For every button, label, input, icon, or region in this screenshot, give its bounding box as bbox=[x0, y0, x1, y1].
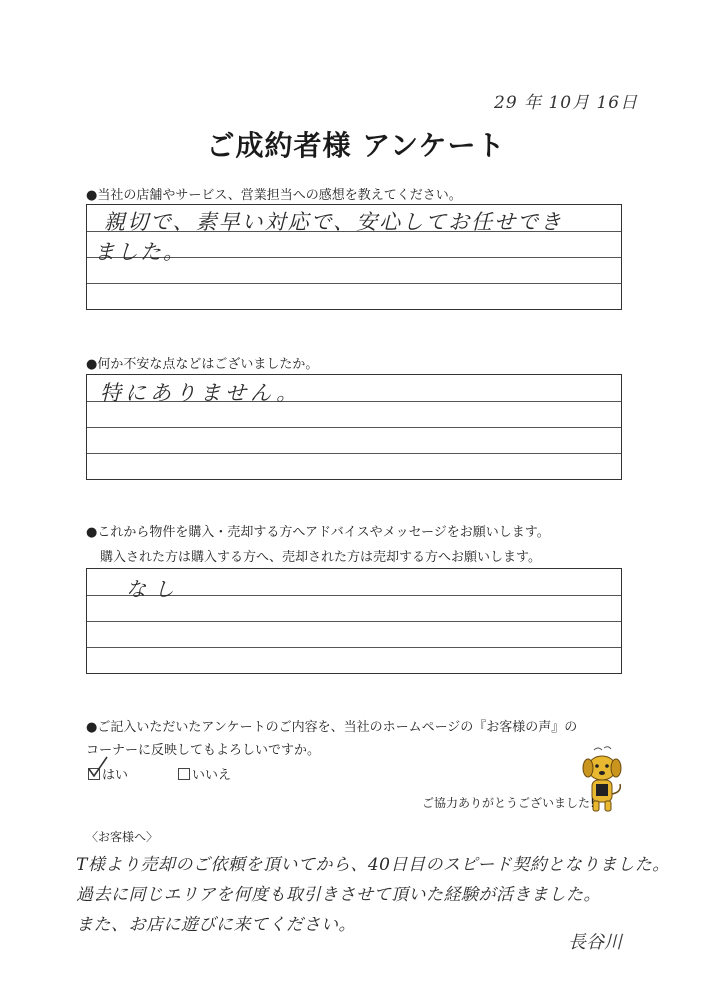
customer-message-line-3: また、お店に遊びに来てください。 bbox=[76, 915, 356, 935]
consent-no-label: いいえ bbox=[192, 768, 232, 783]
signature: 長谷川 bbox=[568, 932, 622, 953]
publish-question-line-1: ●ご記入いただいたアンケートのご内容を、当社のホームページの『お客様の声』の bbox=[86, 720, 578, 735]
question-2-text: ●何か不安な点などはございましたか。 bbox=[86, 357, 319, 372]
question-3-text: ●これから物件を購入・売却する方へアドバイスやメッセージをお願いします。 bbox=[86, 525, 550, 540]
answer-2-line-1: 特にありません。 bbox=[100, 381, 302, 405]
checkbox-icon[interactable] bbox=[178, 768, 190, 780]
answer-1-line-2: ました。 bbox=[94, 240, 186, 264]
survey-date: 29 年 10月 16日 bbox=[494, 93, 639, 113]
consent-no-option[interactable] bbox=[178, 764, 231, 783]
answer-1-line-1: 親切で、素早い対応で、安心してお任せでき bbox=[104, 210, 564, 234]
answer-rule bbox=[87, 621, 621, 622]
answer-rule bbox=[87, 427, 621, 428]
question-3-subtext: 購入された方は購入する方へ、売却された方は売却する方へお願いします。 bbox=[100, 550, 541, 565]
thanks-message: ご協力ありがとうございました! bbox=[422, 796, 595, 810]
answer-rule bbox=[87, 453, 621, 454]
consent-yes-label: はい bbox=[102, 768, 129, 783]
checkbox-checked-icon[interactable] bbox=[88, 768, 100, 780]
publish-question-line-2: コーナーに反映してもよろしいですか。 bbox=[86, 743, 321, 758]
question-1-text: ●当社の店舗やサービス、営業担当への感想を教えてください。 bbox=[86, 188, 462, 203]
consent-yes-option[interactable] bbox=[88, 764, 128, 783]
customer-message-line-1: T様より売却のご依頼を頂いてから、40日目のスピード契約となりました。 bbox=[76, 855, 670, 875]
answer-3-line-1: なし bbox=[126, 577, 182, 601]
customer-section-label: 〈お客様へ〉 bbox=[86, 830, 159, 844]
customer-message-line-2: 過去に同じエリアを何度も取引きさせて頂いた経験が活きました。 bbox=[76, 885, 601, 905]
answer-rule bbox=[87, 647, 621, 648]
answer-rule bbox=[87, 283, 621, 284]
page-title: ご成約者様 アンケート bbox=[206, 129, 506, 162]
